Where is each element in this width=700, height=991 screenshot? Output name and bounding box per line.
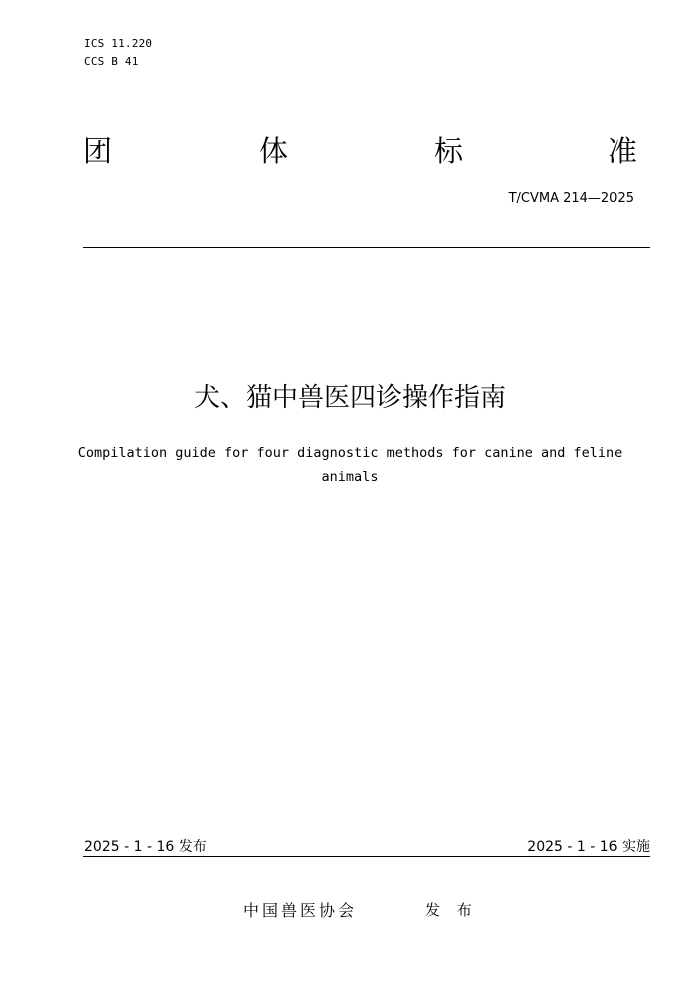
document-title-chinese: 犬、猫中兽医四诊操作指南 <box>193 383 506 413</box>
standard-type-char: 准 <box>608 134 638 168</box>
document-title-english: Compilation guide for four diagnostic methods for canine and feline animals <box>77 445 623 485</box>
bottom-divider <box>83 856 650 857</box>
standard-type-char: 团 <box>83 134 113 168</box>
publish-label: 发 布 <box>425 901 478 919</box>
top-divider <box>83 247 650 248</box>
standard-type-char: 体 <box>259 134 289 168</box>
issue-date: 2025 - 1 - 16 发布 <box>84 839 207 855</box>
implementation-date: 2025 - 1 - 16 实施 <box>527 839 650 855</box>
publisher-name: 中国兽医协会 <box>243 901 358 920</box>
ics-code: ICS 11.220 <box>84 37 153 50</box>
standard-type-char: 标 <box>434 134 464 168</box>
ccs-code: CCS B 41 <box>84 55 139 68</box>
standard-code: T/CVMA 214—2025 <box>508 191 634 206</box>
